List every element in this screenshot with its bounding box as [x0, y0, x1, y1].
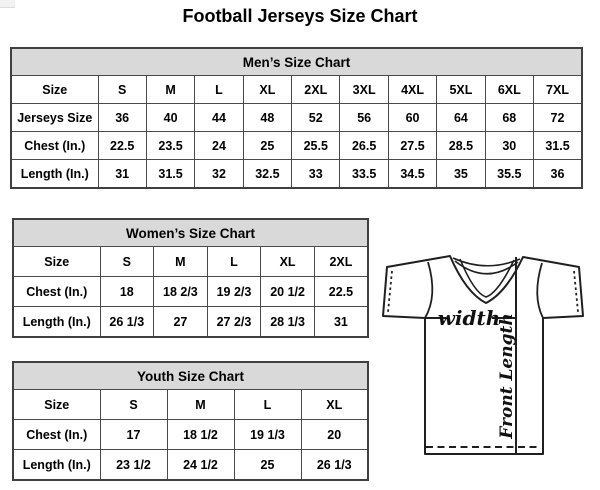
size-value: 36 [98, 104, 146, 132]
size-value: 31.5 [146, 160, 194, 189]
size-value: 30 [485, 132, 533, 160]
page-title: Football Jerseys Size Chart [182, 6, 418, 26]
row-label: Size [13, 390, 100, 420]
table-row [11, 160, 582, 189]
size-value: 27 [154, 307, 208, 338]
size-value: 2XL [292, 76, 340, 104]
mens-table-title: Men’s Size Chart [11, 48, 582, 76]
size-value: 35 [437, 160, 485, 189]
size-value: 72 [534, 104, 582, 132]
size-value: 26.5 [340, 132, 388, 160]
table-row [13, 420, 368, 450]
size-value: S [100, 390, 167, 420]
size-value: XL [243, 76, 291, 104]
table-header-row [11, 48, 582, 76]
size-value: 4XL [388, 76, 436, 104]
size-value: 26 1/3 [100, 307, 154, 338]
jersey-outline [383, 256, 583, 454]
youth-size-chart-table [12, 361, 369, 481]
size-value: 3XL [340, 76, 388, 104]
table-row [13, 277, 368, 307]
size-value: 24 1/2 [167, 450, 234, 481]
size-value: 68 [485, 104, 533, 132]
size-value: 26 1/3 [301, 450, 368, 481]
size-value: 19 2/3 [207, 277, 261, 307]
size-value: 22.5 [314, 277, 368, 307]
size-value: 33.5 [340, 160, 388, 189]
size-value: 60 [388, 104, 436, 132]
size-value: 31 [98, 160, 146, 189]
size-value: 40 [146, 104, 194, 132]
size-value: L [234, 390, 301, 420]
size-value: 44 [195, 104, 243, 132]
table-header-row [13, 362, 368, 390]
size-value: 34.5 [388, 160, 436, 189]
size-value: 17 [100, 420, 167, 450]
jersey-diagram [380, 246, 592, 458]
row-label: Chest (In.) [13, 420, 100, 450]
table-row [11, 132, 582, 160]
row-label: Length (In.) [13, 450, 100, 481]
size-value: 31.5 [534, 132, 582, 160]
armhole-seam-right [537, 263, 543, 318]
size-value: 18 1/2 [167, 420, 234, 450]
size-value: 64 [437, 104, 485, 132]
size-value: M [154, 247, 208, 277]
row-label: Jerseys Size [11, 104, 98, 132]
size-value: 20 1/2 [261, 277, 315, 307]
size-value: 33 [292, 160, 340, 189]
table-row [13, 390, 368, 420]
youth-table-title: Youth Size Chart [13, 362, 368, 390]
size-value: 24 [195, 132, 243, 160]
table-row [13, 307, 368, 338]
size-value: 6XL [485, 76, 533, 104]
size-value: 20 [301, 420, 368, 450]
womens-size-chart-table [12, 218, 369, 338]
table-row [13, 450, 368, 481]
size-value: 18 [100, 277, 154, 307]
size-value: L [207, 247, 261, 277]
size-value: S [100, 247, 154, 277]
size-value: 2XL [314, 247, 368, 277]
mens-size-chart-table [10, 47, 583, 189]
size-value: 35.5 [485, 160, 533, 189]
size-value: 7XL [534, 76, 582, 104]
size-value: 52 [292, 104, 340, 132]
size-value: 28.5 [437, 132, 485, 160]
size-value: XL [261, 247, 315, 277]
size-value: 27.5 [388, 132, 436, 160]
womens-table-title: Women’s Size Chart [13, 219, 368, 247]
row-label: Length (In.) [11, 160, 98, 189]
size-value: 32 [195, 160, 243, 189]
size-value: XL [301, 390, 368, 420]
table-header-row [13, 219, 368, 247]
front-length-label: Front Length [497, 313, 517, 439]
size-value: 56 [340, 104, 388, 132]
row-label: Chest (In.) [11, 132, 98, 160]
size-value: 27 2/3 [207, 307, 261, 338]
row-label: Size [13, 247, 100, 277]
size-value: 25 [243, 132, 291, 160]
size-value: 18 2/3 [154, 277, 208, 307]
size-value: 48 [243, 104, 291, 132]
table-row [11, 104, 582, 132]
size-value: 31 [314, 307, 368, 338]
size-value: 5XL [437, 76, 485, 104]
width-label: width [437, 306, 501, 330]
row-label: Chest (In.) [13, 277, 100, 307]
size-value: 32.5 [243, 160, 291, 189]
size-value: 36 [534, 160, 582, 189]
size-value: 25.5 [292, 132, 340, 160]
row-label: Length (In.) [13, 307, 100, 338]
table-row [13, 247, 368, 277]
size-value: M [146, 76, 194, 104]
table-row [11, 76, 582, 104]
size-value: 22.5 [98, 132, 146, 160]
row-label: Size [11, 76, 98, 104]
size-value: 25 [234, 450, 301, 481]
size-value: 28 1/3 [261, 307, 315, 338]
size-value: L [195, 76, 243, 104]
size-value: 23.5 [146, 132, 194, 160]
size-value: M [167, 390, 234, 420]
collar-band [453, 258, 520, 297]
size-value: 23 1/2 [100, 450, 167, 481]
cuff-dash-left [388, 271, 392, 312]
armhole-seam-left [425, 262, 432, 318]
size-value: 19 1/3 [234, 420, 301, 450]
cuff-dash-right [574, 271, 578, 312]
size-value: S [98, 76, 146, 104]
